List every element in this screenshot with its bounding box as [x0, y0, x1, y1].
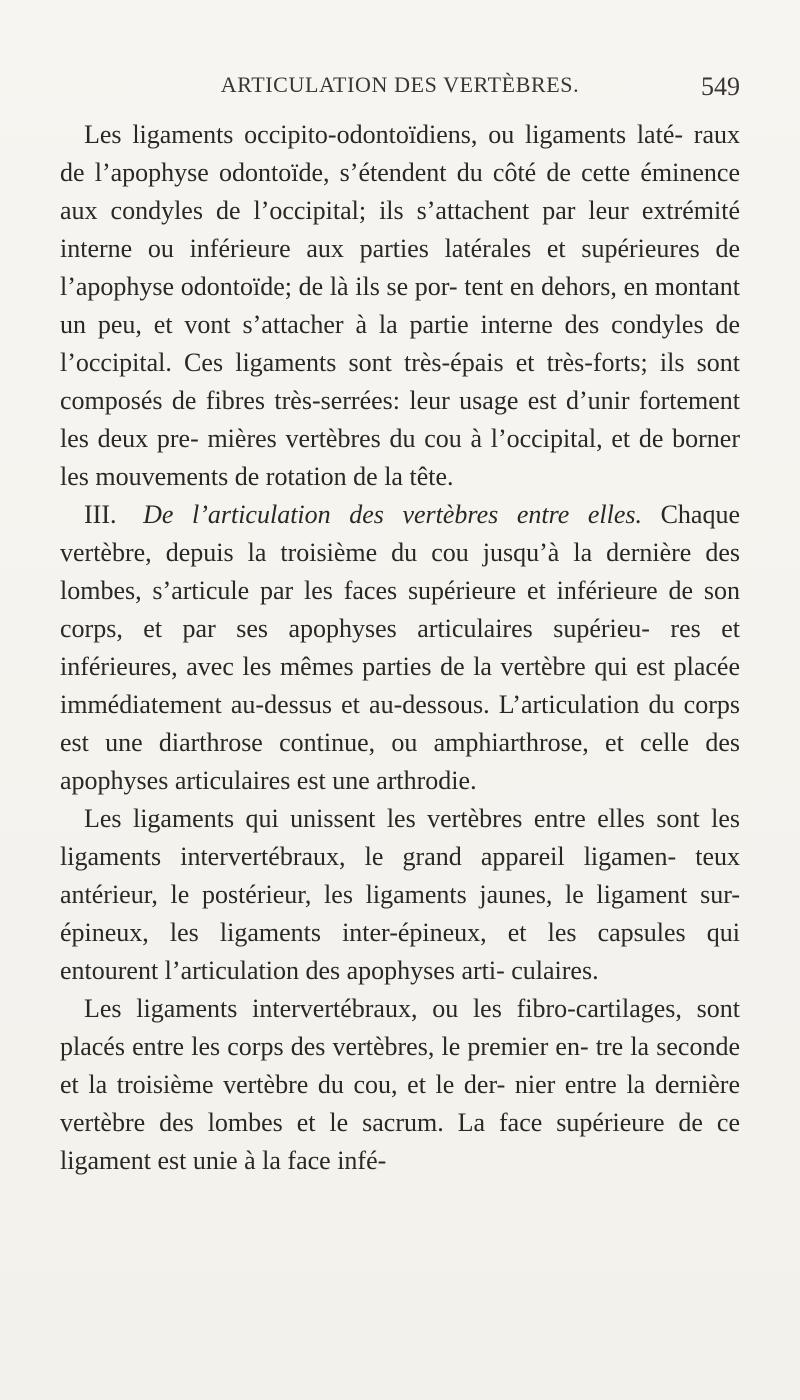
running-title: ARTICULATION DES VERTÈBRES. [220, 72, 580, 97]
paragraph-text: Les ligaments occipito-odontoïdiens, ou ligaments laté- raux de l’apophyse odontoïde, s’étendent du côté de cette éminence aux condyles de l’occipital; ils s’attachent par leur extrémité interne ou inférieure aux parties latérales et supérieures de l’apophyse odontoïde; de là ils se por- tent en dehors, en montant un peu, et vont s’attacher à la partie interne des condyles de l’occipital. Ces ligaments sont très-épais et très-forts; ils sont composés de fibres très-serrées: leur usage est d’unir fortement les deux pre- mières vertèbres du cou à l’occipital, et de borner les mouvements de rotation de la tête. [60, 120, 740, 491]
paragraph-occipito-odontoid-ligaments [60, 116, 740, 496]
paragraph-text: Chaque vertèbre, depuis la troisième du cou jusqu’à la dernière des lombes, s’articule par les faces supérieure et inférieure de son corps, et par ses apophyses articulaires supérieu- res et inférieures, avec les mêmes parties de la vertèbre qui est placée immédiatement au-dessus et au-dessous. L’articulation du corps est une diarthrose continue, ou amphiarthrose, et celle des apophyses articulaires est une arthrodie. [60, 500, 741, 795]
section-number: III. [84, 500, 117, 529]
paragraph-section-iii [60, 496, 740, 800]
paragraph-intervertebral-ligaments [60, 990, 740, 1180]
body-text [60, 116, 740, 1180]
section-title: De l’articulation des vertèbres entre elles. [143, 500, 642, 529]
paragraph-text: Les ligaments qui unissent les vertèbres entre elles sont les ligaments intervertébraux, le grand appareil ligamen- teux antérieur, le postérieur, les ligaments jaunes, le ligament sur-épineux, les ligaments inter-épineux, et les capsules qui entourent l’articulation des apophyses arti- culaires. [60, 804, 740, 985]
paragraph-vertebral-ligaments [60, 800, 740, 990]
paragraph-text: Les ligaments intervertébraux, ou les fibro-cartilages, sont placés entre les corps des vertèbres, le premier en- tre la seconde et la troisième vertèbre du cou, et le der- nier entre la dernière vertèbre des lombes et le sacrum. La face supérieure de ce ligament est unie à la face infé- [60, 994, 740, 1175]
page-number: 549 [701, 72, 740, 101]
running-head [60, 72, 740, 112]
